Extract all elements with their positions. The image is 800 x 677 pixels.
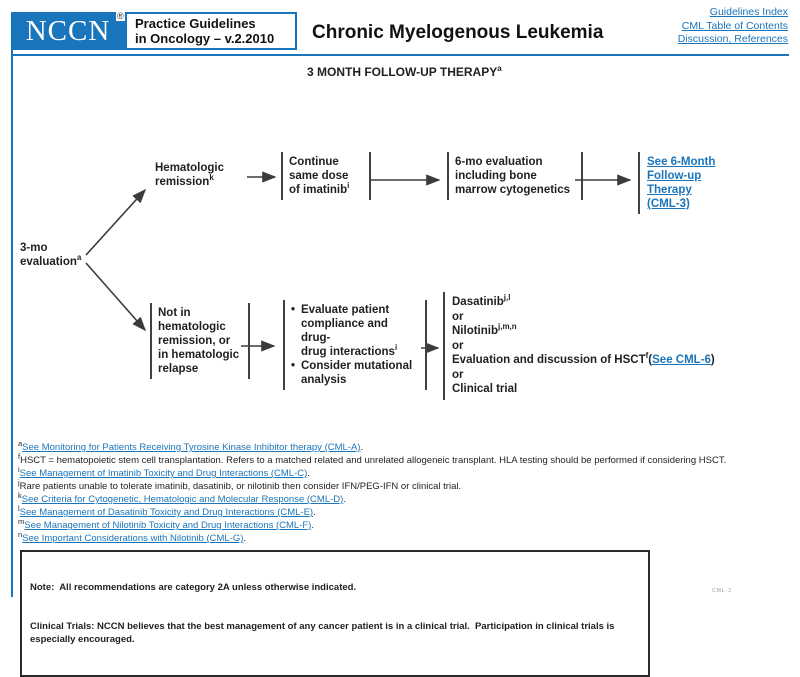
bullet-icon: • xyxy=(291,360,296,372)
page-title: Chronic Myelogenous Leukemia xyxy=(312,22,604,43)
footnote-m: $^m$See Management of Nilotinib Toxicity and Drug Interactions (CML-F). xyxy=(18,516,314,531)
node-6mo-evaluation: 6-mo evaluation including bone marrow cytogenetics xyxy=(447,152,583,200)
footnote-l: $^l$See Management of Dasatinib Toxicity and Drug Interactions (CML-E). xyxy=(18,503,316,518)
registered-trademark-icon: ® xyxy=(117,11,124,21)
header-nav xyxy=(678,6,788,47)
footnote-ref-jmn: j,m,n xyxy=(498,322,517,332)
nav-link-cml-toc[interactable]: CML Table of Contents xyxy=(681,19,788,32)
footnote-f: $^f$HSCT = hematopoietic stem cell transplantation. Refers to a matched related and unrelated allogeneic transplant. HLA testing should be performed if considering HSCT. xyxy=(18,451,727,466)
footnotes xyxy=(18,438,727,545)
footnote-link-cml-f[interactable]: See Management of Nilotinib Toxicity and Drug Interactions (CML-F) xyxy=(24,520,312,531)
nav-link-guidelines-index[interactable]: Guidelines Index xyxy=(709,6,788,18)
bullet-icon: • xyxy=(291,304,296,316)
footnote-n: $^n$See Important Considerations with Nilotinib (CML-G). xyxy=(18,529,247,544)
heading-footnote-a: a xyxy=(497,64,502,73)
diagram-heading: 3 MONTH FOLLOW-UP THERAPY$^a$ xyxy=(307,64,502,79)
footnote-link-cml-e[interactable]: See Management of Dasatinib Toxicity and Drug Interactions (CML-E) xyxy=(19,507,314,518)
nccn-logo-box xyxy=(11,12,125,50)
node-not-in-remission: Not in hematologic remission, or in hematologic relapse xyxy=(150,303,250,379)
footnote-link-cml-d[interactable]: See Criteria for Cytogenetic, Hematologic and Molecular Response (CML-D) xyxy=(21,494,344,505)
left-border-line xyxy=(11,50,13,597)
program-line-1: Practice Guidelines xyxy=(135,16,256,31)
see-6month-followup-link[interactable]: See 6-Month Follow-up Therapy (CML-3) xyxy=(647,156,716,210)
footnote-a: $^a$See Monitoring for Patients Receiving Tyrosine Kinase Inhibitor therapy (CML-A). xyxy=(18,438,364,453)
note-line: Note: All recommendations are category 2A unless otherwise indicated. xyxy=(30,582,357,593)
note-box xyxy=(20,550,650,677)
node-continue-imatinib: Continue same dose of imatinib$^i$ xyxy=(281,152,371,200)
header-divider xyxy=(11,54,789,56)
footnote-link-cml-c[interactable]: See Management of Imatinib Toxicity and Drug Interactions (CML-C) xyxy=(19,468,308,479)
footnote-k: $^k$See Criteria for Cytogenetic, Hematologic and Molecular Response (CML-D). xyxy=(18,490,346,505)
footnote-ref-f: f xyxy=(645,351,649,361)
footnote-link-cml-g[interactable]: See Important Considerations with Nilotinib (CML-G) xyxy=(22,533,244,544)
program-line-2: in Oncology – v.2.2010 xyxy=(135,31,275,46)
nav-link-discussion-references[interactable]: Discussion, References xyxy=(677,33,788,45)
node-hematologic-remission: Hematologic remission$^k$ xyxy=(155,162,225,188)
footnote-i: $^i$See Management of Imatinib Toxicity and Drug Interactions (CML-C). xyxy=(18,464,310,479)
node-evaluate-compliance: • Evaluate patient compliance and drug- drug interactions$^i$ • Consider mutational analysis xyxy=(283,300,427,390)
page-label: CML-2 xyxy=(712,588,733,594)
footnote-ref-i: i xyxy=(394,343,398,353)
footnote-ref-k: k xyxy=(209,173,214,183)
node-treatment-options: Dasatinib$^{j,l}$ or Nilotinib$^{j,m,n}$ or Evaluation and discussion of HSCT$^f$(See CML-6) or Clinical trial xyxy=(443,292,752,400)
footnote-j: $^j$Rare patients unable to tolerate imatinib, dasatinib, or nilotinib then consider IFN/PEG-IFN or clinical trial. xyxy=(18,477,462,492)
see-cml6-link[interactable]: See CML-6 xyxy=(652,354,711,366)
nccn-logo: NCCN xyxy=(25,14,111,47)
footnote-ref-a: a xyxy=(76,253,82,263)
footnote-ref-i: i xyxy=(347,181,350,191)
program-title-box xyxy=(125,12,297,50)
footnote-ref-jl: j,l xyxy=(503,293,511,303)
node-see-6month-link xyxy=(638,152,739,214)
footnote-link-cml-a[interactable]: See Monitoring for Patients Receiving Tyrosine Kinase Inhibitor therapy (CML-A) xyxy=(22,442,361,453)
clinical-trials-line: Clinical Trials: NCCN believes that the best management of any cancer patient is in a clinical trial. Participation in clinical trials is especially encouraged. xyxy=(30,621,618,645)
node-3mo-evaluation: 3-mo evaluation$^a$ xyxy=(20,242,82,268)
